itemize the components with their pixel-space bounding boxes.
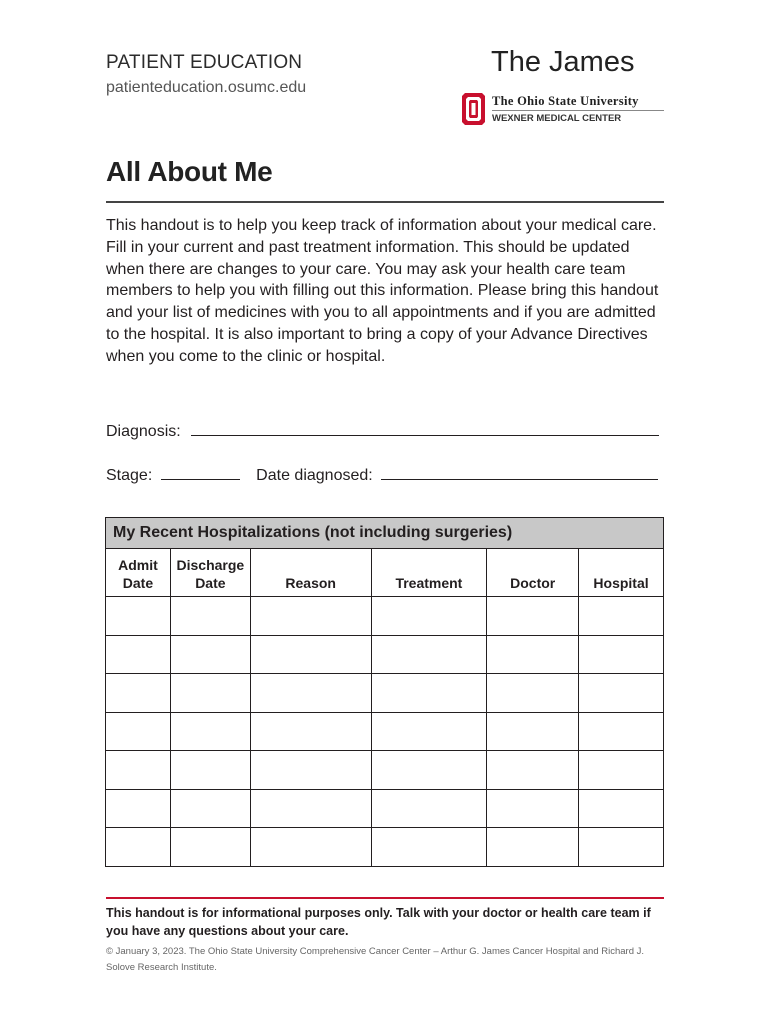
table-cell[interactable] xyxy=(487,635,579,674)
column-header-line2: Hospital xyxy=(593,575,649,591)
disclaimer-text: This handout is for informational purposes only. Talk with your doctor or health care team if you have any questions about your care. xyxy=(106,906,651,938)
table-cell[interactable] xyxy=(250,597,371,636)
column-header xyxy=(371,549,487,597)
document-title: All About Me xyxy=(106,156,273,187)
section-label: PATIENT EDUCATION xyxy=(106,52,303,73)
table-cell[interactable] xyxy=(371,751,487,790)
column-header xyxy=(487,549,579,597)
table-cell[interactable] xyxy=(371,635,487,674)
table-cell[interactable] xyxy=(579,789,664,828)
table-cell[interactable] xyxy=(487,712,579,751)
column-header xyxy=(250,549,371,597)
column-header-line2: Date xyxy=(195,575,226,591)
table-cell[interactable] xyxy=(106,751,171,790)
diagnosis-input-line[interactable] xyxy=(191,422,659,436)
column-header-line2: Date xyxy=(122,575,154,591)
diagnosis-label: Diagnosis: xyxy=(106,423,181,440)
column-header xyxy=(170,549,250,597)
table-cell[interactable] xyxy=(371,674,487,713)
table-heading: My Recent Hospitalizations (not including surgeries) xyxy=(106,518,664,549)
stage-row xyxy=(106,466,658,485)
table-cell[interactable] xyxy=(106,789,171,828)
column-header-line2: Doctor xyxy=(510,575,556,591)
table-cell[interactable] xyxy=(250,712,371,751)
brand-title: The James xyxy=(491,46,635,78)
table-body xyxy=(106,597,664,867)
table-cell[interactable] xyxy=(250,828,371,867)
table-cell[interactable] xyxy=(170,712,250,751)
table-cell[interactable] xyxy=(487,674,579,713)
table-row xyxy=(106,751,664,790)
table-cell[interactable] xyxy=(106,597,171,636)
table-cell[interactable] xyxy=(170,789,250,828)
table-cell[interactable] xyxy=(579,828,664,867)
table-cell[interactable] xyxy=(371,712,487,751)
column-header-line2: Reason xyxy=(285,575,336,591)
table-row xyxy=(106,635,664,674)
table-row xyxy=(106,712,664,751)
table-cell[interactable] xyxy=(487,597,579,636)
table-cell[interactable] xyxy=(170,597,250,636)
column-header xyxy=(579,549,664,597)
table-cell[interactable] xyxy=(371,789,487,828)
date-diagnosed-label: Date diagnosed: xyxy=(256,467,373,484)
stage-input-line[interactable] xyxy=(161,466,240,480)
table-cell[interactable] xyxy=(371,597,487,636)
column-header xyxy=(106,549,171,597)
block-o-logo-icon xyxy=(461,92,486,126)
table-cell[interactable] xyxy=(250,751,371,790)
title-divider xyxy=(106,201,664,203)
logo-university-name: The Ohio State University xyxy=(492,94,639,108)
copyright-text: © January 3, 2023. The Ohio State University Comprehensive Cancer Center – Arthur G. James Cancer Hospital and Richard J. Solove Research Institute. xyxy=(106,946,645,973)
table-cell[interactable] xyxy=(250,789,371,828)
table-cell[interactable] xyxy=(170,635,250,674)
table-row xyxy=(106,597,664,636)
table-cell[interactable] xyxy=(579,674,664,713)
table-cell[interactable] xyxy=(579,597,664,636)
column-header-line1: Discharge xyxy=(176,557,245,573)
footer-divider xyxy=(106,897,664,899)
osu-wexner-logo xyxy=(461,92,666,128)
column-header-line1: Admit xyxy=(118,557,158,573)
table-cell[interactable] xyxy=(250,635,371,674)
table-cell[interactable] xyxy=(579,751,664,790)
table-cell[interactable] xyxy=(170,751,250,790)
table-cell[interactable] xyxy=(487,751,579,790)
table-cell[interactable] xyxy=(170,828,250,867)
table-cell[interactable] xyxy=(106,828,171,867)
column-header-line2: Treatment xyxy=(395,575,463,591)
site-url[interactable]: patienteducation.osumc.edu xyxy=(106,79,307,96)
table-cell[interactable] xyxy=(579,712,664,751)
table-cell[interactable] xyxy=(106,635,171,674)
table-cell[interactable] xyxy=(579,635,664,674)
table-cell[interactable] xyxy=(487,828,579,867)
table-cell[interactable] xyxy=(487,789,579,828)
table-row xyxy=(106,828,664,867)
table-row xyxy=(106,789,664,828)
header-left xyxy=(106,52,306,97)
logo-divider xyxy=(492,110,664,111)
date-diagnosed-input-line[interactable] xyxy=(381,466,658,480)
intro-paragraph: This handout is to help you keep track of information about your medical care. Fill in your current and past treatment information. This should be updated when there are changes to your care. You may ask your health care team members to help you with filling out this information. Please bring this handout and your list of medicines with you to all appointments and if you are admitted to the hospital. It is also important to bring a copy of your Advance Directives when you come to the clinic or hospital. xyxy=(106,217,659,365)
table-cell[interactable] xyxy=(106,712,171,751)
table-row xyxy=(106,674,664,713)
diagnosis-row xyxy=(106,422,659,441)
hospitalizations-table xyxy=(105,517,664,867)
table-cell[interactable] xyxy=(170,674,250,713)
logo-center-name: WEXNER MEDICAL CENTER xyxy=(492,113,622,124)
table-cell[interactable] xyxy=(250,674,371,713)
table-cell[interactable] xyxy=(106,674,171,713)
stage-label: Stage: xyxy=(106,467,153,484)
table-cell[interactable] xyxy=(371,828,487,867)
column-header-row xyxy=(106,549,664,597)
